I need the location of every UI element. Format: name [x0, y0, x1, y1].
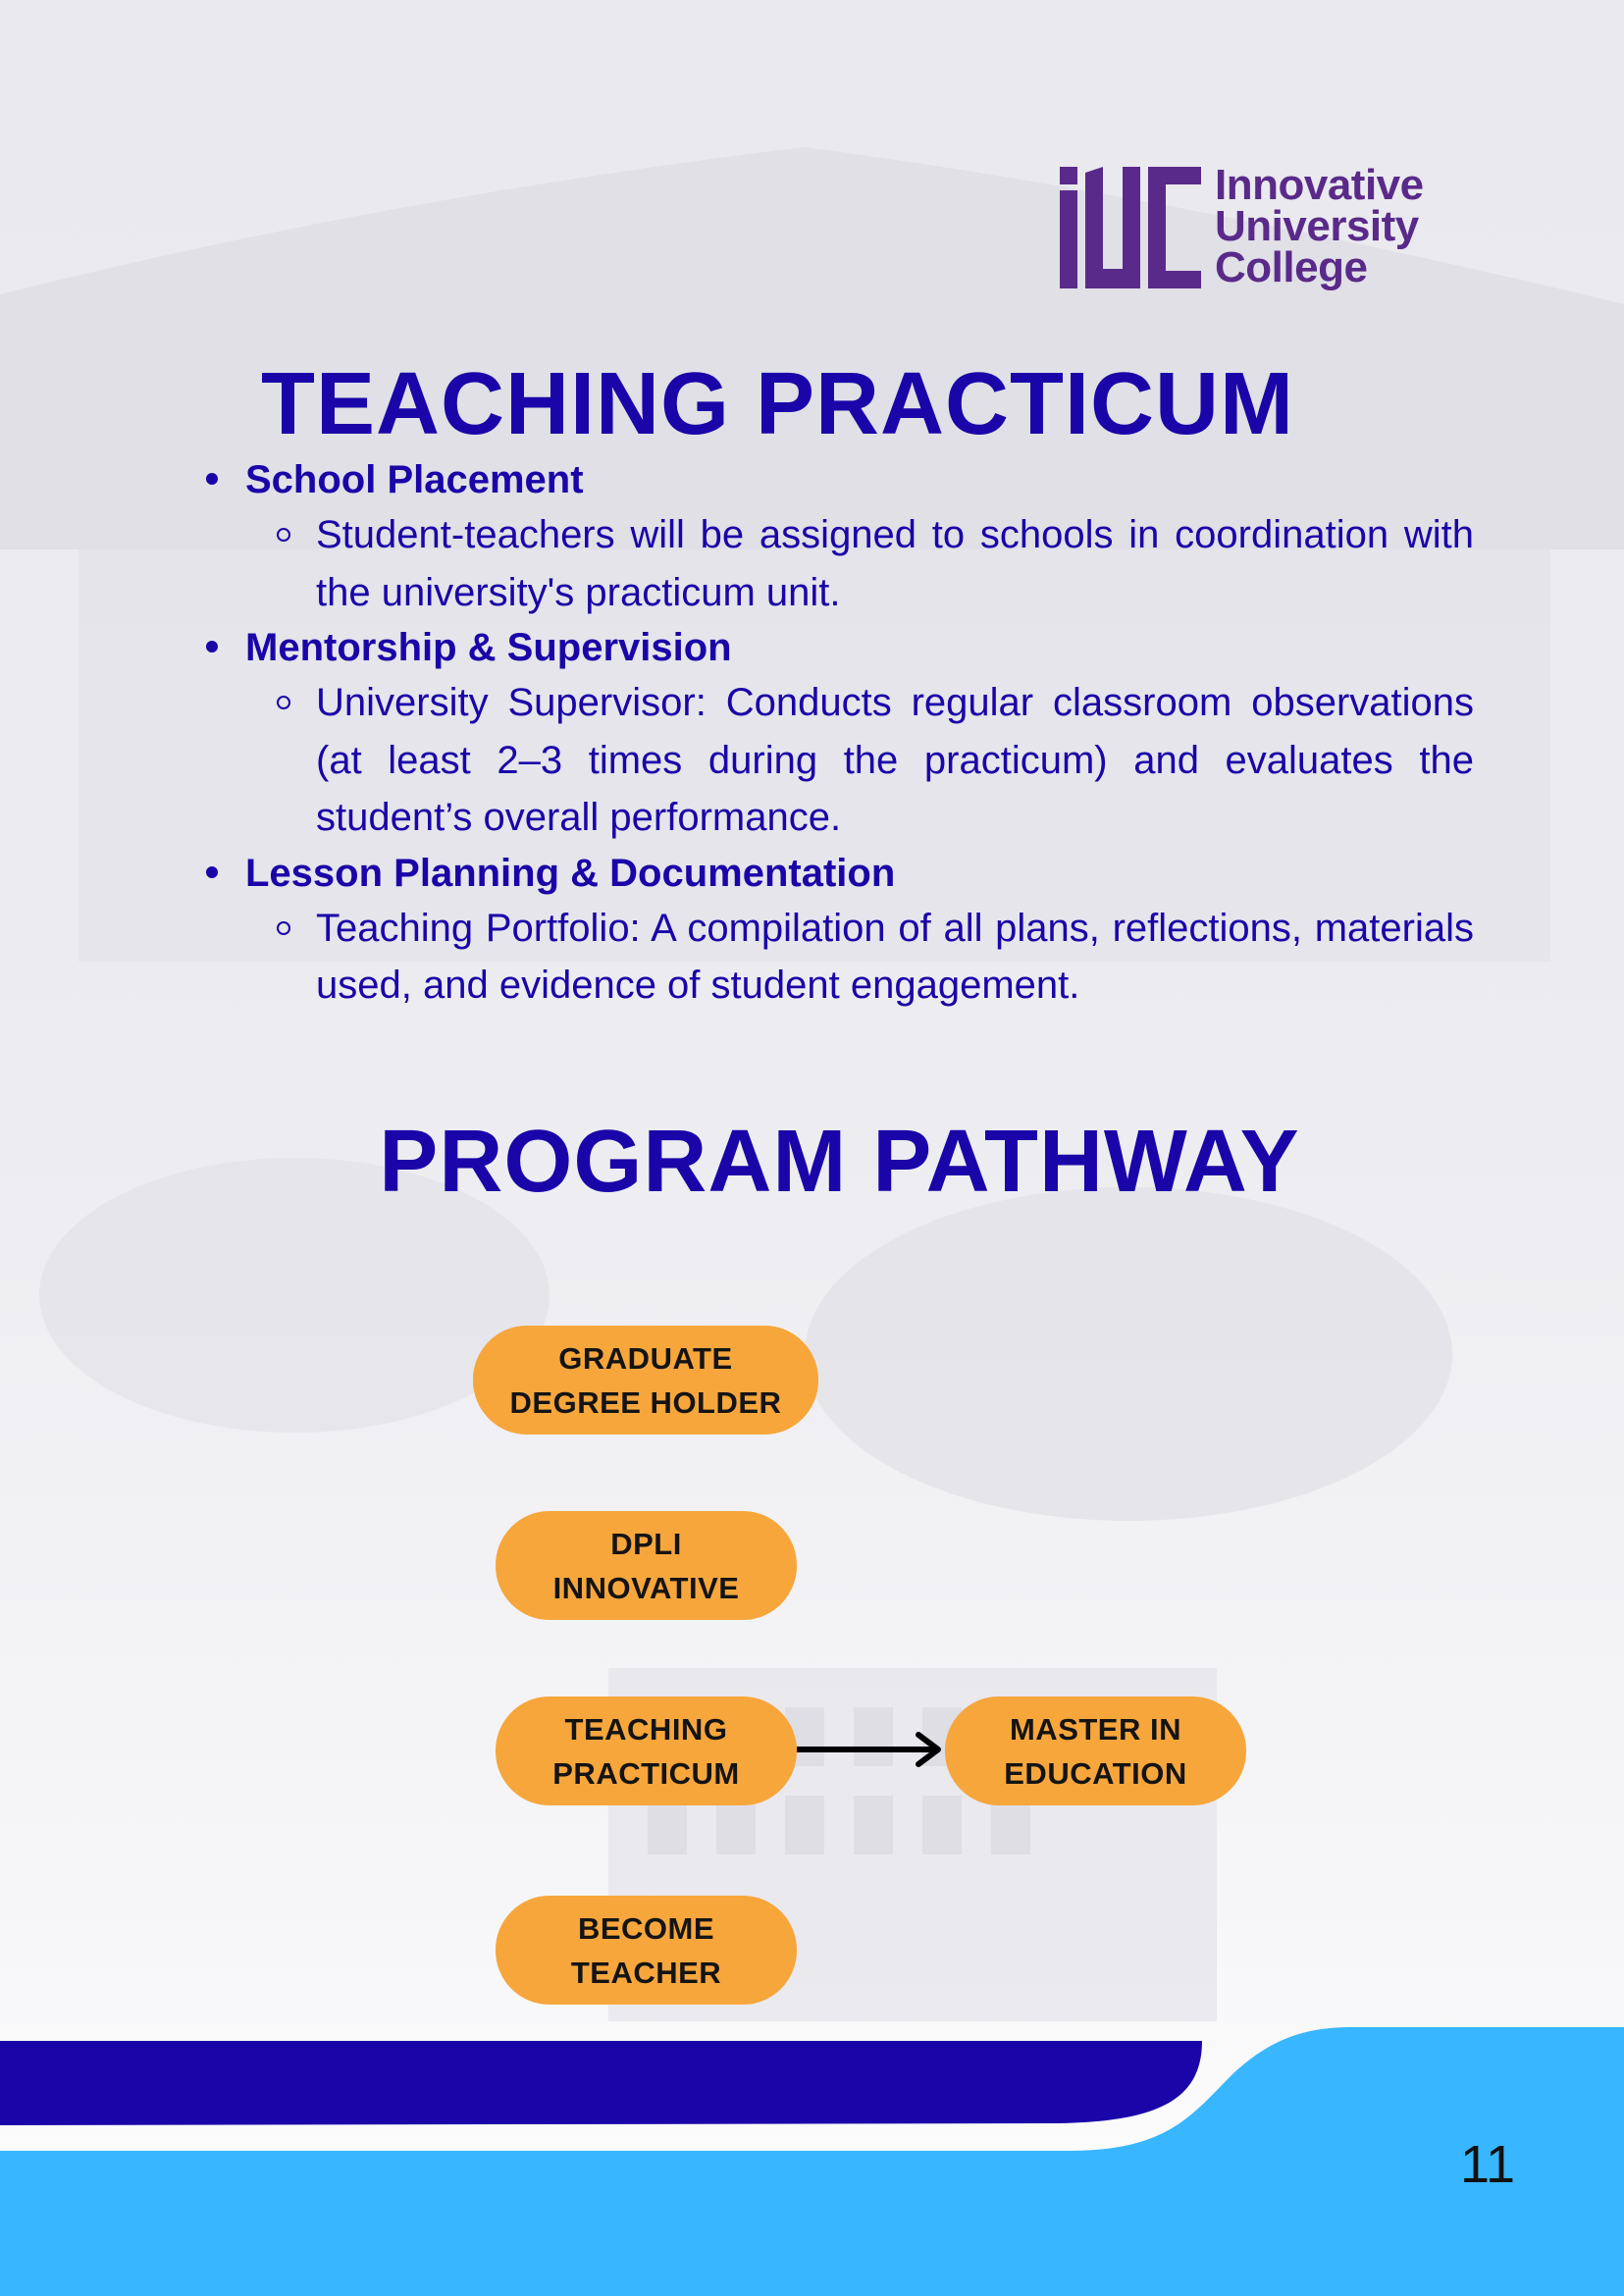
node-line: INNOVATIVE [552, 1570, 740, 1605]
pathway-node-graduate [473, 1326, 818, 1435]
ring-bullet-icon [277, 921, 290, 935]
page-number: 11 [1460, 2135, 1516, 2194]
pathway-node-teaching-practicum [496, 1696, 797, 1805]
ring-bullet-icon [277, 696, 290, 709]
list-item-school-placement [196, 453, 1474, 621]
node-line: DPLI [610, 1526, 682, 1561]
node-line: EDUCATION [1004, 1755, 1187, 1791]
pathway-node-master-education [945, 1696, 1246, 1805]
bullet-icon [206, 866, 218, 878]
bullet-icon [206, 641, 218, 652]
sub-list-item [196, 900, 1474, 1015]
bullet-icon [206, 473, 218, 485]
node-line: GRADUATE [558, 1340, 733, 1376]
iuc-logo-mark-icon [1058, 165, 1205, 294]
list-item-heading: Lesson Planning & Documentation [245, 851, 896, 895]
list-item-heading: Mentorship & Supervision [245, 626, 732, 669]
logo-line-3: College [1215, 243, 1368, 291]
program-pathway-title: PROGRAM PATHWAY [379, 1113, 1300, 1211]
teaching-practicum-title: TEACHING PRACTICUM [261, 355, 1294, 453]
node-line: DEGREE HOLDER [509, 1384, 782, 1420]
node-line: PRACTICUM [552, 1755, 740, 1791]
ring-bullet-icon [277, 528, 290, 542]
list-item-heading: School Placement [245, 458, 584, 501]
node-line: BECOME [577, 1910, 715, 1946]
sub-list-text: Student-teachers will be assigned to schools in coordination with the university's practicum unit. [316, 513, 1474, 614]
logo-line-1: Innovative [1215, 161, 1424, 209]
practicum-list [196, 453, 1474, 1015]
sub-list-item [196, 674, 1474, 847]
pathway-node-become-teacher [496, 1896, 797, 2005]
sub-list-item [196, 506, 1474, 621]
node-line: TEACHER [570, 1955, 722, 1990]
node-line: MASTER IN [1009, 1711, 1181, 1747]
college-logo [1058, 161, 1470, 298]
sub-list-text: University Supervisor: Conducts regular classroom observations (at least 2–3 times during the practicum) and evaluates the student’s overall performance. [316, 681, 1474, 839]
list-item-mentorship [196, 621, 1474, 847]
node-line: TEACHING [564, 1711, 728, 1747]
list-item-lesson-planning [196, 847, 1474, 1015]
logo-line-2: University [1215, 202, 1419, 250]
pathway-node-dpli [496, 1511, 797, 1620]
sub-list-text: Teaching Portfolio: A compilation of all plans, reflections, materials used, and evidence of student engagement. [316, 906, 1474, 1007]
